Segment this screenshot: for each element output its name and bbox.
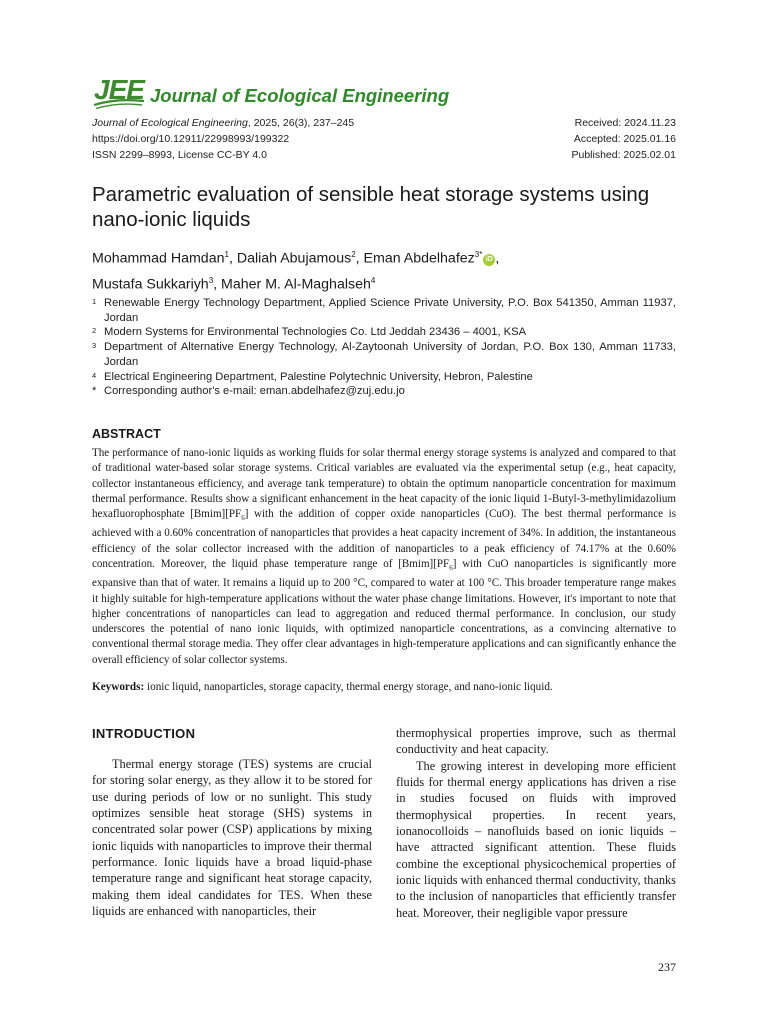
affiliation-number: 3 — [92, 341, 97, 351]
author-name: Mohammad Hamdan — [92, 250, 225, 267]
orcid-icon[interactable]: iD — [483, 254, 495, 266]
affiliation-item — [92, 296, 676, 325]
author-affil-mark: 1 — [224, 250, 229, 259]
abstract-part: The performance of nano-ionic liquids as working fluids for solar thermal energy storage systems is analyzed and compared to that of traditional water-based solar storage systems. Critical variables are evaluated via the experimental setup (e.g., heat capacity, collector instantaneous efficiency, and average tank temperature) to obtain the optimum nanoparticle concentration for maximum thermal performance. Results show a significant enhancement in the heat capacity of the ionic liquid 1-Butyl-3-methylimidazolium hexafluorophosphate [Bmim][PF — [92, 447, 676, 520]
author-affil-mark: 3 — [208, 275, 214, 285]
body-column-right — [396, 725, 676, 921]
affiliation-number: 4 — [92, 370, 97, 380]
author-affil-mark: 3* — [474, 250, 483, 259]
accepted-date: Accepted: 2025.01.16 — [573, 133, 676, 145]
citation-journal: Journal of Ecological Engineering — [92, 117, 248, 129]
keywords-list: ionic liquid, nanoparticles, storage capacity, thermal energy storage, and nano-ionic liquid. — [144, 681, 553, 693]
corresponding-email[interactable]: Corresponding author's e-mail: eman.abdelhafez@zuj.edu.jo — [104, 385, 405, 398]
page-number: 237 — [658, 960, 676, 974]
author-affil-mark: 4 — [370, 275, 376, 285]
affiliation-item — [92, 325, 676, 340]
affiliation-number: 2 — [92, 326, 97, 336]
author-separator: , — [495, 250, 500, 267]
author-affil-mark: 2 — [351, 250, 356, 259]
author-name: Mustafa Sukkariyh — [92, 276, 209, 293]
body-paragraph: The growing interest in developing more efficient fluids for thermal energy applications has driven a rise in studies focused on fluids with improved thermophysical properties. In recent years, ionanocolloids – nanofluids based on ionic liquids – have attracted significant attention. These fluids combine the exceptional physicochemical properties of ionic liquids with enhanced thermal conductivity, thanks to the inclusion of nanoparticles that efficiently transfer heat. Moreover, their negligible vapor pressure — [396, 758, 676, 920]
affiliation-number: 1 — [92, 297, 97, 306]
keywords — [92, 680, 676, 695]
affiliation-text: Electrical Engineering Department, Palestine Polytechnic University, Hebron, Palestine — [104, 370, 533, 383]
corresponding-author — [92, 384, 676, 399]
citation-line — [92, 115, 354, 131]
citation-volume: , 2025, 26(3), 237–245 — [247, 117, 355, 129]
received-date: Received: 2024.11.23 — [574, 117, 676, 129]
affiliation-item — [92, 370, 676, 385]
body-column-left — [92, 756, 372, 919]
subscript: 6 — [449, 564, 453, 573]
abstract-part: ] with CuO nanoparticles is significantly more expansive than that of water. It remains a liquid up to 200 °C, compared to water at 100 °C. This broader temperature range makes it highly suitable for high-temperature applications without the water phase change limitations. However, it's important to note that higher concentrations of nanoparticles can lead to aggregation and reduced thermal performance. In conclusion, our study underscores the potential of nano ionic liquids, with optimized nanoparticle concentrations, as a convincing alternative to conventional thermal storage media. They offer clear advantages in high-temperature applications and can significantly enhance the overall efficiency of solar collector systems. — [92, 557, 676, 666]
published-date: Published: 2025.02.01 — [571, 149, 676, 161]
keywords-label: Keywords: — [92, 681, 145, 693]
citation-block — [92, 115, 354, 163]
issn-license: ISSN 2299–8993, License CC-BY 4.0 — [92, 149, 267, 161]
affiliation-text: Renewable Energy Technology Department, Applied Science Private University, P.O. Box 541350, Amman 11937, Jordan — [104, 297, 676, 324]
author-list — [92, 244, 682, 295]
logo-swoosh-icon — [92, 74, 146, 110]
affiliation-text: Modern Systems for Environmental Technologies Co. Ltd Jeddah 23436 – 4001, KSA — [104, 326, 527, 339]
logo-text: JEE — [94, 74, 144, 105]
body-paragraph: Thermal energy storage (TES) systems are crucial for storing solar energy, as they allow it to be stored for use during periods of low or no sunlight. This study optimizes sensible heat storage (SHS) systems in concentrated solar power (CSP) applications by mixing ionic liquids with nanoparticles to improve their thermal performance. Ionic liquids have a broad liquid-phase temperature range and significant heat storage capacity, making them ideal candidates for TES. When these liquids are enhanced with nanoparticles, their — [92, 757, 372, 919]
jee-logo-mark — [92, 74, 146, 110]
abstract-heading: ABSTRACT — [92, 427, 161, 441]
author-name: Eman Abdelhafez — [363, 250, 475, 267]
author-name: Daliah Abujamous — [236, 250, 352, 267]
journal-logo — [92, 74, 449, 110]
paper-title: Parametric evaluation of sensible heat storage systems using nano-ionic liquids — [92, 183, 650, 231]
doi-link[interactable]: https://doi.org/10.12911/22998993/199322 — [92, 133, 290, 145]
author-separator: , — [355, 250, 364, 267]
body-paragraph: thermophysical properties improve, such as thermal conductivity and heat capacity. — [396, 726, 676, 757]
journal-name: Journal of Ecological Engineering — [150, 85, 450, 106]
author-name: Maher M. Al-Maghalseh — [221, 276, 371, 293]
subscript: 6 — [241, 514, 245, 523]
affiliations — [92, 296, 676, 399]
dates-block — [476, 115, 676, 163]
introduction-heading: INTRODUCTION — [92, 726, 196, 741]
affiliation-item — [92, 340, 676, 369]
author-separator: , — [228, 250, 237, 267]
affiliation-text: Department of Alternative Energy Technology, Al-Zaytoonah University of Jordan, P.O. Box 130, Amman 11733, Jordan — [104, 341, 676, 368]
author-separator: , — [213, 276, 222, 293]
corresponding-mark: * — [92, 385, 97, 398]
abstract-part: ] with the addition of copper oxide nanoparticles (CuO). The best thermal performance is achieved with a 0.60% concentration of nanoparticles that provides a heat capacity increment of 34%. In addition, the instantaneous efficiency of the solar collector increased with the addition of nanoparticles to a peak efficiency of 74.17% at the 0.60% concentration. Moreover, the liquid phase temperature range of [Bmim][PF — [92, 508, 676, 570]
abstract-text — [92, 446, 676, 668]
